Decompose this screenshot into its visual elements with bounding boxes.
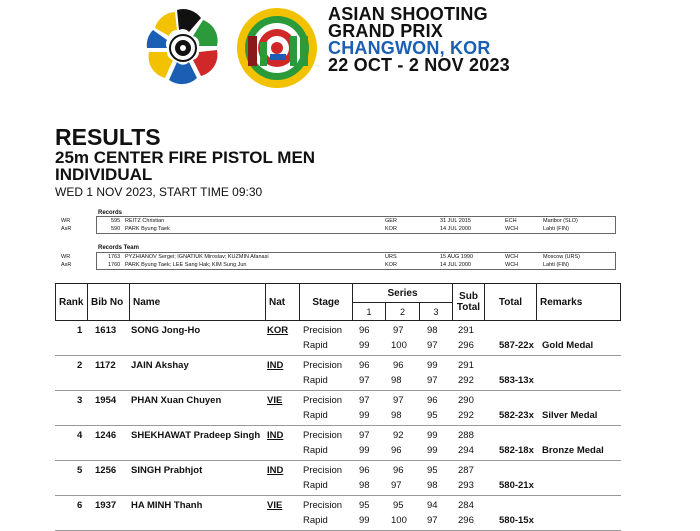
stage-rapid: Rapid [303, 410, 328, 421]
precision-series-1: 96 [359, 465, 370, 476]
athlete-remarks: Bronze Medal [542, 445, 604, 456]
rapid-series-3: 99 [427, 445, 438, 456]
athlete-rank: 6 [77, 500, 83, 511]
rapid-subtotal: 296 [458, 340, 474, 351]
precision-subtotal: 290 [458, 395, 474, 406]
results-date: WED 1 NOV 2023, START TIME 09:30 [55, 185, 263, 199]
stage-precision: Precision [303, 465, 343, 476]
athlete-rank: 2 [77, 360, 83, 371]
header-series-3: 3 [420, 303, 453, 320]
stage-precision: Precision [303, 395, 343, 406]
rapid-series-3: 97 [427, 375, 438, 386]
athlete-total: 583-13x [499, 375, 534, 386]
event-dates: 22 OCT - 2 NOV 2023 [328, 55, 510, 75]
athlete-nat: VIE [267, 395, 283, 406]
athlete-bib: 1954 [95, 395, 117, 406]
precision-series-2: 95 [393, 500, 404, 511]
precision-series-3: 98 [427, 325, 438, 336]
rapid-subtotal: 296 [458, 515, 474, 526]
rapid-series-1: 97 [359, 375, 370, 386]
asian-shooting-confederation-logo [137, 6, 229, 90]
athlete-name: SINGH Prabhjot [131, 465, 203, 476]
athlete-nat: IND [267, 465, 284, 476]
athlete-row [55, 461, 621, 496]
header-subtotal: Sub Total [453, 284, 485, 320]
athlete-rank: 4 [77, 430, 83, 441]
stage-rapid: Rapid [303, 515, 328, 526]
rapid-series-2: 97 [391, 480, 402, 491]
athlete-remarks: Silver Medal [542, 410, 598, 421]
event-location: CHANGWON, KOR [328, 38, 491, 58]
athlete-name: PHAN Xuan Chuyen [131, 395, 222, 406]
precision-subtotal: 291 [458, 325, 474, 336]
rapid-subtotal: 294 [458, 445, 474, 456]
precision-subtotal: 284 [458, 500, 474, 511]
records-box [96, 216, 616, 234]
results-table-header [55, 283, 621, 321]
precision-series-3: 96 [427, 395, 438, 406]
rapid-series-2: 98 [391, 410, 402, 421]
precision-series-2: 97 [393, 325, 404, 336]
rapid-series-1: 99 [359, 340, 370, 351]
athlete-total: 582-18x [499, 445, 534, 456]
rapid-series-2: 100 [391, 340, 407, 351]
stage-rapid: Rapid [303, 445, 328, 456]
athlete-bib: 1256 [95, 465, 117, 476]
stage-precision: Precision [303, 325, 343, 336]
grand-prix-logo [234, 6, 320, 90]
rapid-series-1: 99 [359, 445, 370, 456]
athlete-nat: IND [267, 430, 284, 441]
header-series-2: 2 [386, 303, 420, 320]
rapid-series-1: 98 [359, 480, 370, 491]
athlete-bib: 1937 [95, 500, 117, 511]
event-title-line1: ASIAN SHOOTING [328, 4, 488, 24]
athlete-rank: 1 [77, 325, 83, 336]
athlete-row [55, 356, 621, 391]
precision-subtotal: 288 [458, 430, 474, 441]
rapid-series-2: 100 [391, 515, 407, 526]
precision-series-2: 97 [393, 395, 404, 406]
athlete-nat: KOR [267, 325, 289, 336]
precision-subtotal: 291 [458, 360, 474, 371]
rapid-series-1: 99 [359, 410, 370, 421]
event-header [328, 6, 510, 74]
rapid-subtotal: 292 [458, 410, 474, 421]
header-remarks: Remarks [540, 296, 583, 308]
athlete-bib: 1172 [95, 360, 116, 371]
precision-subtotal: 287 [458, 465, 474, 476]
header-series-1: 1 [353, 303, 386, 320]
header-rank: Rank [56, 284, 88, 320]
athlete-total: 587-22x [499, 340, 534, 351]
header-bib: Bib No [88, 284, 130, 320]
precision-series-2: 96 [393, 360, 404, 371]
header-stage: Stage [300, 284, 353, 320]
athlete-rows [55, 321, 621, 531]
athlete-name: SONG Jong-Ho [131, 325, 201, 336]
header-series: Series [353, 284, 453, 303]
event-title-line2: GRAND PRIX [328, 21, 444, 41]
athlete-remarks: Gold Medal [542, 340, 594, 351]
athlete-nat: VIE [267, 500, 283, 511]
stage-rapid: Rapid [303, 340, 328, 351]
precision-series-3: 94 [427, 500, 438, 511]
header-name: Name [130, 284, 266, 320]
results-title: RESULTS [55, 124, 161, 150]
stage-precision: Precision [303, 430, 343, 441]
rapid-series-2: 96 [391, 445, 402, 456]
precision-series-3: 95 [427, 465, 438, 476]
rapid-series-3: 98 [427, 480, 438, 491]
precision-series-1: 97 [359, 395, 370, 406]
athlete-rank: 5 [77, 465, 83, 476]
results-type: INDIVIDUAL [55, 165, 153, 184]
rapid-series-2: 98 [391, 375, 402, 386]
precision-series-1: 96 [359, 325, 370, 336]
athlete-name: HA MINH Thanh [131, 500, 203, 511]
precision-series-3: 99 [427, 360, 438, 371]
results-heading [55, 125, 315, 200]
rapid-series-3: 97 [427, 340, 438, 351]
stage-rapid: Rapid [303, 375, 328, 386]
header-nat: Nat [266, 284, 300, 320]
records-team-title: Records Team [98, 245, 139, 251]
header-total: Total [485, 284, 537, 320]
stage-precision: Precision [303, 500, 343, 511]
athlete-bib: 1246 [95, 430, 117, 441]
athlete-total: 580-21x [499, 480, 534, 491]
rapid-series-3: 97 [427, 515, 438, 526]
stage-rapid: Rapid [303, 480, 328, 491]
results-event: 25m CENTER FIRE PISTOL MEN [55, 148, 316, 167]
precision-series-1: 97 [359, 430, 370, 441]
stage-precision: Precision [303, 360, 343, 371]
records-title: Records [98, 210, 123, 216]
athlete-total: 580-15x [499, 515, 534, 526]
precision-series-2: 96 [393, 465, 404, 476]
rapid-subtotal: 292 [458, 375, 474, 386]
rapid-subtotal: 293 [458, 480, 474, 491]
athlete-nat: IND [267, 360, 284, 371]
precision-series-1: 96 [359, 360, 370, 371]
rapid-series-1: 99 [359, 515, 370, 526]
athlete-name: JAIN Akshay [131, 360, 189, 371]
athlete-bib: 1613 [95, 325, 117, 336]
athlete-name: SHEKHAWAT Pradeep Singh [131, 430, 261, 441]
precision-series-3: 99 [427, 430, 438, 441]
athlete-row [55, 496, 621, 531]
athlete-rank: 3 [77, 395, 83, 406]
athlete-total: 582-23x [499, 410, 534, 421]
rapid-series-3: 95 [427, 410, 438, 421]
results-table [55, 283, 621, 531]
precision-series-1: 95 [359, 500, 370, 511]
precision-series-2: 92 [393, 430, 404, 441]
athlete-row [55, 321, 621, 356]
athlete-row [55, 426, 621, 461]
athlete-row [55, 391, 621, 426]
